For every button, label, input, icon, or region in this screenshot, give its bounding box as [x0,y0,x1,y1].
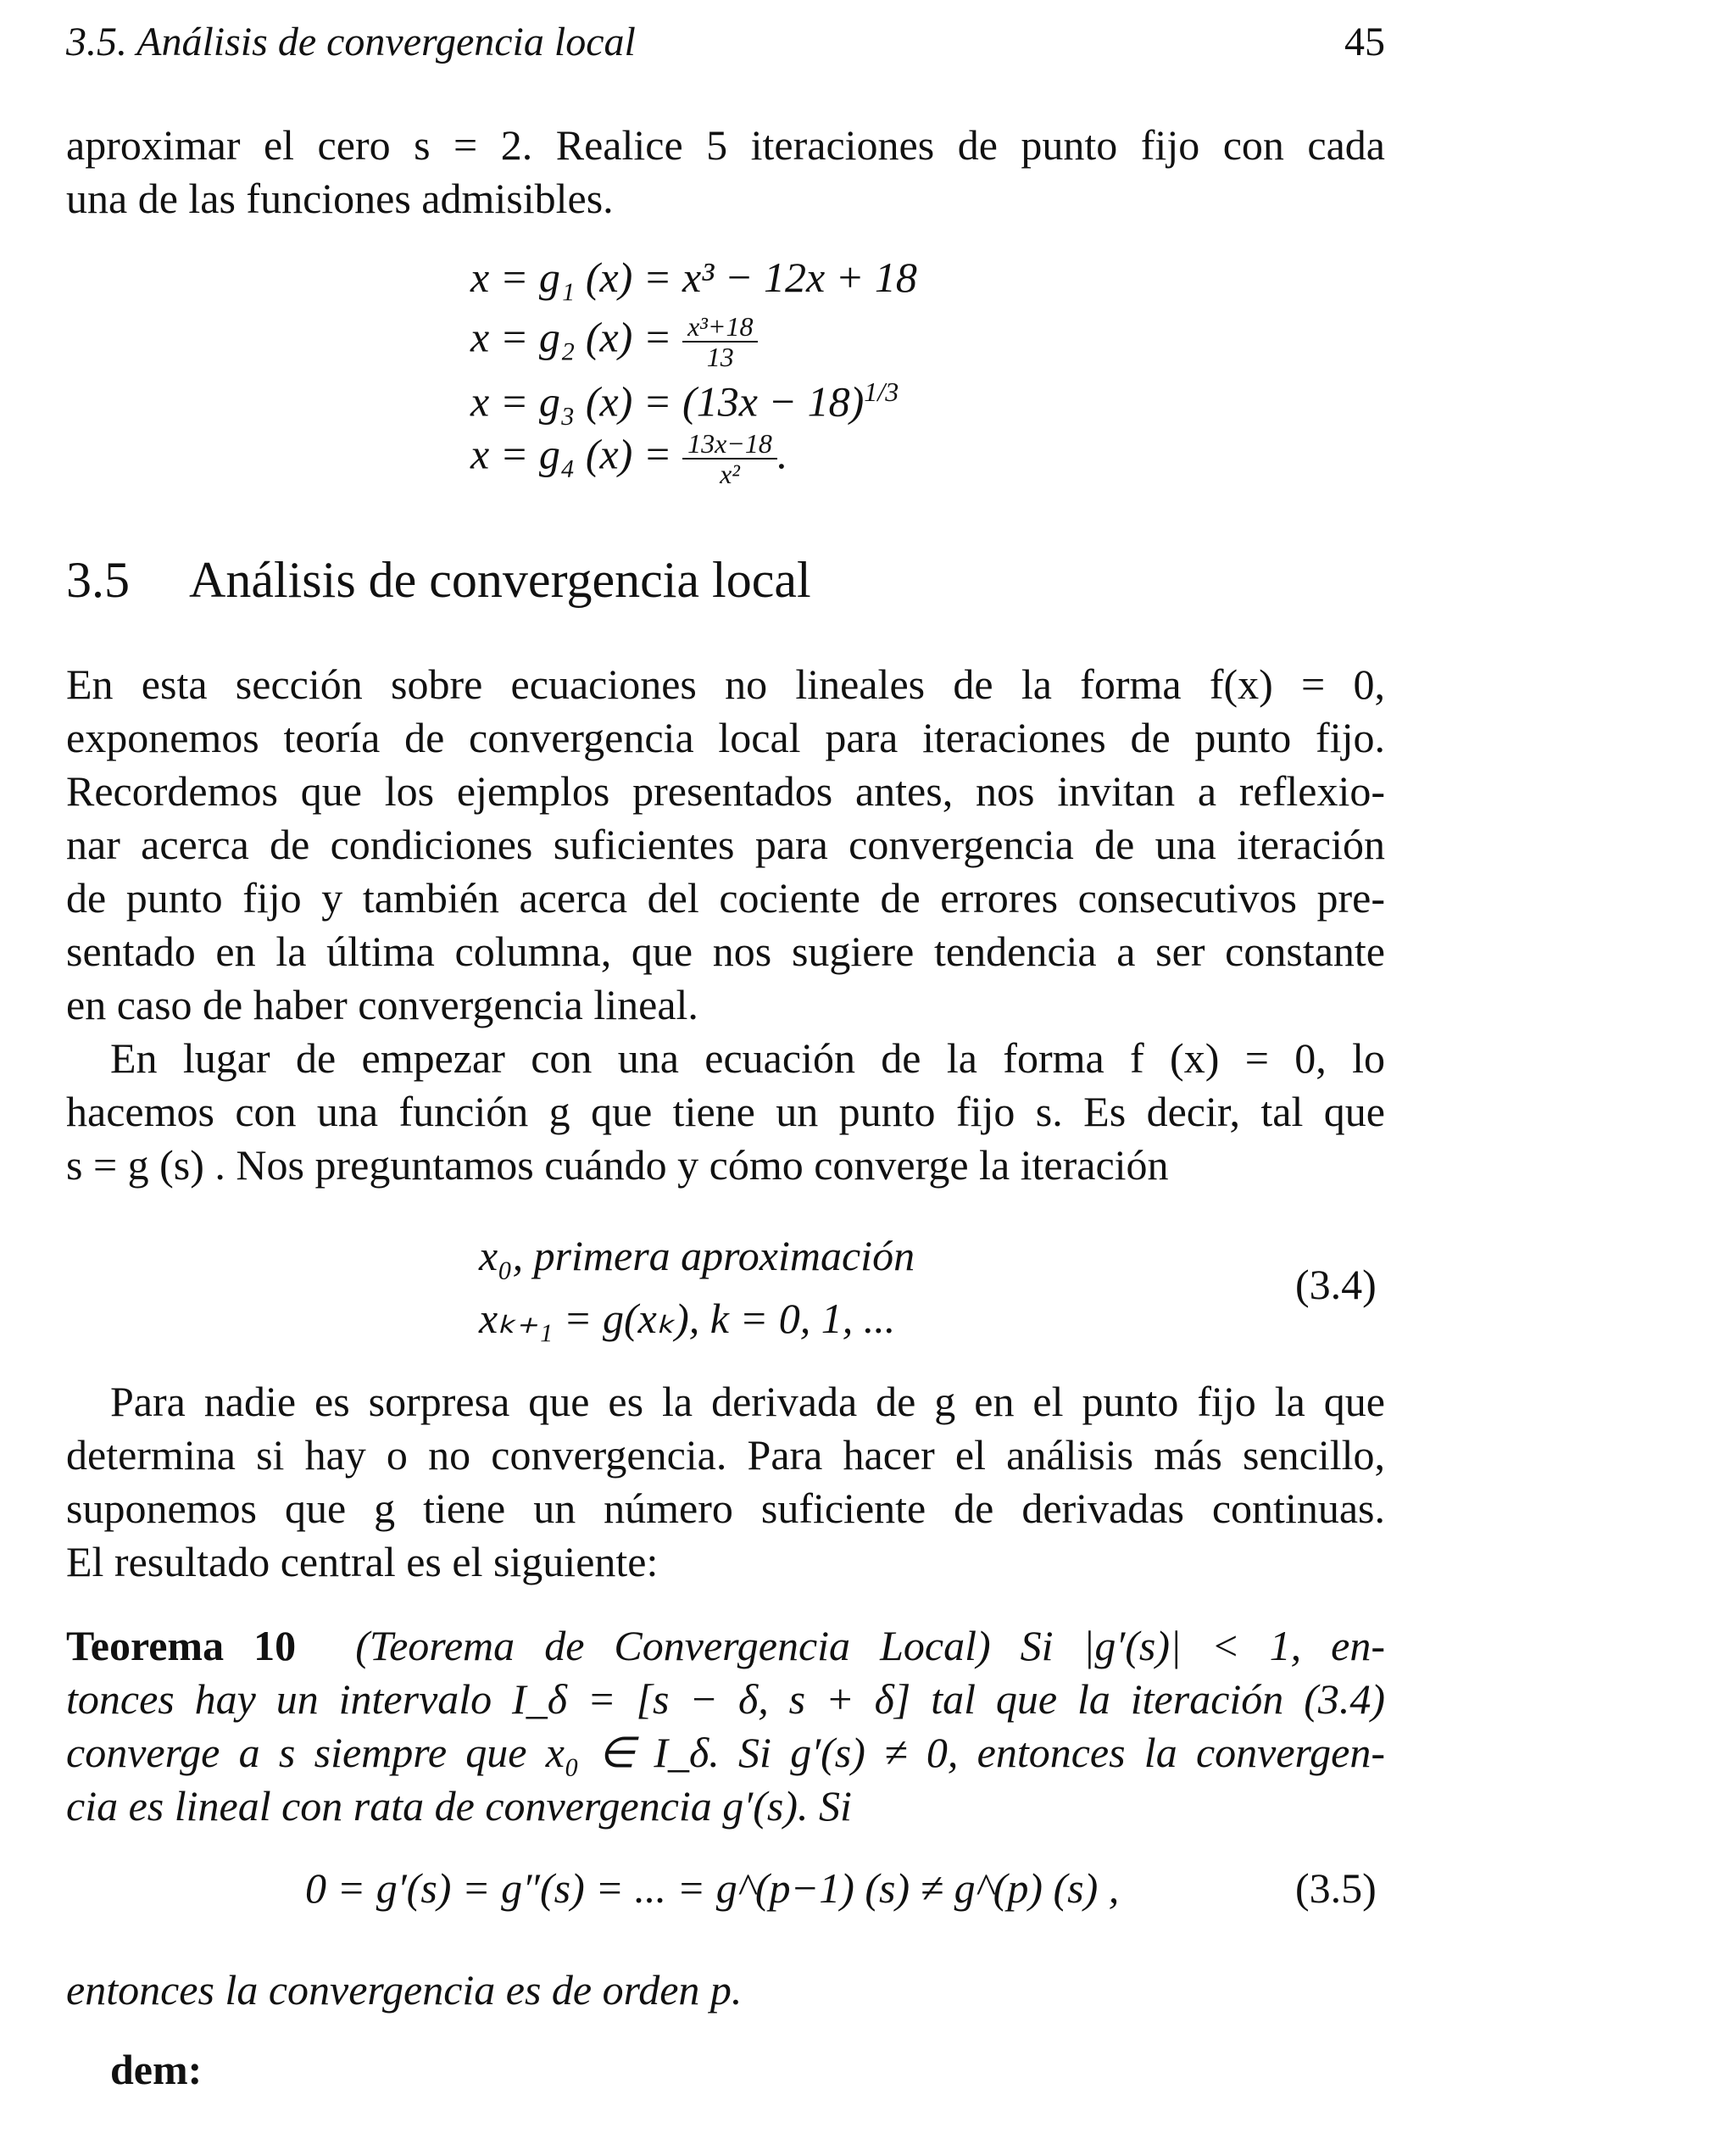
equation-g3-body: x = g₃ (x) = (13x − 18) [470,377,865,426]
paragraph-2-line: En lugar de empezar con una ecuación de la forma f (x) = 0, lo [110,1034,1385,1082]
equation-3-5: 0 = g′(s) = g″(s) = ... = g^(p−1) (s) ≠ g^(p) (s) , [305,1864,1120,1912]
paragraph-1-line: exponemos teoría de convergencia local para iteraciones de punto fijo. [66,714,1385,761]
page-number: 45 [1344,19,1385,64]
equation-g2-fraction [682,312,758,371]
equation-number-3-4: (3.4) [1295,1261,1377,1308]
theorem-line-1 [66,1619,1385,1673]
equation-g4-lhs: x = g₄ (x) = [470,430,672,478]
paragraph-3-line: determina si hay o no convergencia. Para hacer el análisis más sencillo, [66,1431,1385,1479]
paragraph-1-line: sentado en la última columna, que nos sugiere tendencia a ser constante [66,927,1385,975]
paragraph-1-line: de punto fijo y también acerca del cociente de errores consecutivos pre- [66,874,1385,922]
paragraph-3-line: Para nadie es sorpresa que es la derivada de g en el punto fijo la que [110,1378,1385,1425]
running-head-title: 3.5. Análisis de convergencia local [66,19,636,64]
theorem-line-3: converge a s siempre que x₀ ∈ I_δ. Si g′(s) ≠ 0, entonces la convergen- [66,1729,1385,1776]
section-title: Análisis de convergencia local [189,552,811,608]
equation-g4-numerator: 13x−18 [682,429,777,460]
equation-g1: x = g₁ (x) = x³ − 12x + 18 [470,253,917,301]
theorem-label: Teorema 10 [66,1622,297,1669]
equation-g4-period: . [776,430,788,478]
theorem-line-2: tonces hay un intervalo I_δ = [s − δ, s + δ] tal que la iteración (3.4) [66,1675,1385,1723]
theorem-line-1-text: (Teorema de Convergencia Local) Si |g′(s)| < 1, en- [355,1622,1385,1669]
running-head [66,19,1385,70]
paragraph-3-line: suponemos que g tiene un número suficiente de derivadas continuas. [66,1484,1385,1532]
paragraph-1 [66,658,1385,1032]
equation-g4-denominator: x² [720,459,740,489]
equation-g2-lhs: x = g₂ (x) = [470,313,672,361]
paragraph-2-line: s = g (s) . Nos preguntamos cuándo y cómo converge la iteración [66,1141,1169,1189]
iteration-line-1: x₀, primera aproximación [479,1232,915,1279]
paragraph-2-line: hacemos con una función g que tiene un punto fijo s. Es decir, tal que [66,1088,1385,1135]
theorem-block [66,1619,1385,1833]
section-heading [66,551,811,610]
section-number: 3.5 [66,552,130,608]
iteration-line-2: xₖ₊₁ = g(xₖ), k = 0, 1, ... [479,1295,896,1342]
equation-g2-numerator: x³+18 [682,312,758,343]
equation-g2 [470,312,758,371]
paragraph-3-line: El resultado central es el siguiente: [66,1538,659,1585]
paragraph-2 [66,1032,1385,1192]
intro-line-2: una de las funciones admisibles. [66,175,614,222]
intro-paragraph [66,119,1385,226]
paragraph-1-line: nar acerca de condiciones suficientes para convergencia de una iteración [66,821,1385,868]
equation-g3-exponent: 1/3 [864,376,899,407]
intro-line-1: aproximar el cero s = 2. Realice 5 iteraciones de punto fijo con cada [66,121,1385,169]
theorem-conclusion [66,1964,1385,2017]
equation-g4 [470,429,787,488]
paragraph-3 [66,1375,1385,1589]
equation-g4-fraction [682,429,777,488]
theorem-line-4: cia es lineal con rata de convergencia g′(s). Si [66,1782,852,1830]
paragraph-1-line: En esta sección sobre ecuaciones no lineales de la forma f(x) = 0, [66,660,1385,708]
paragraph-1-line: Recordemos que los ejemplos presentados antes, nos invitan a reflexio- [66,767,1385,815]
paragraph-1-line: en caso de haber convergencia lineal. [66,981,698,1028]
equation-number-3-5: (3.5) [1295,1864,1377,1912]
equation-g2-denominator: 13 [706,342,734,372]
theorem-conclusion-line: entonces la convergencia es de orden p. [66,1966,743,2014]
proof-label: dem: [110,2046,203,2093]
equation-g3 [470,376,899,426]
